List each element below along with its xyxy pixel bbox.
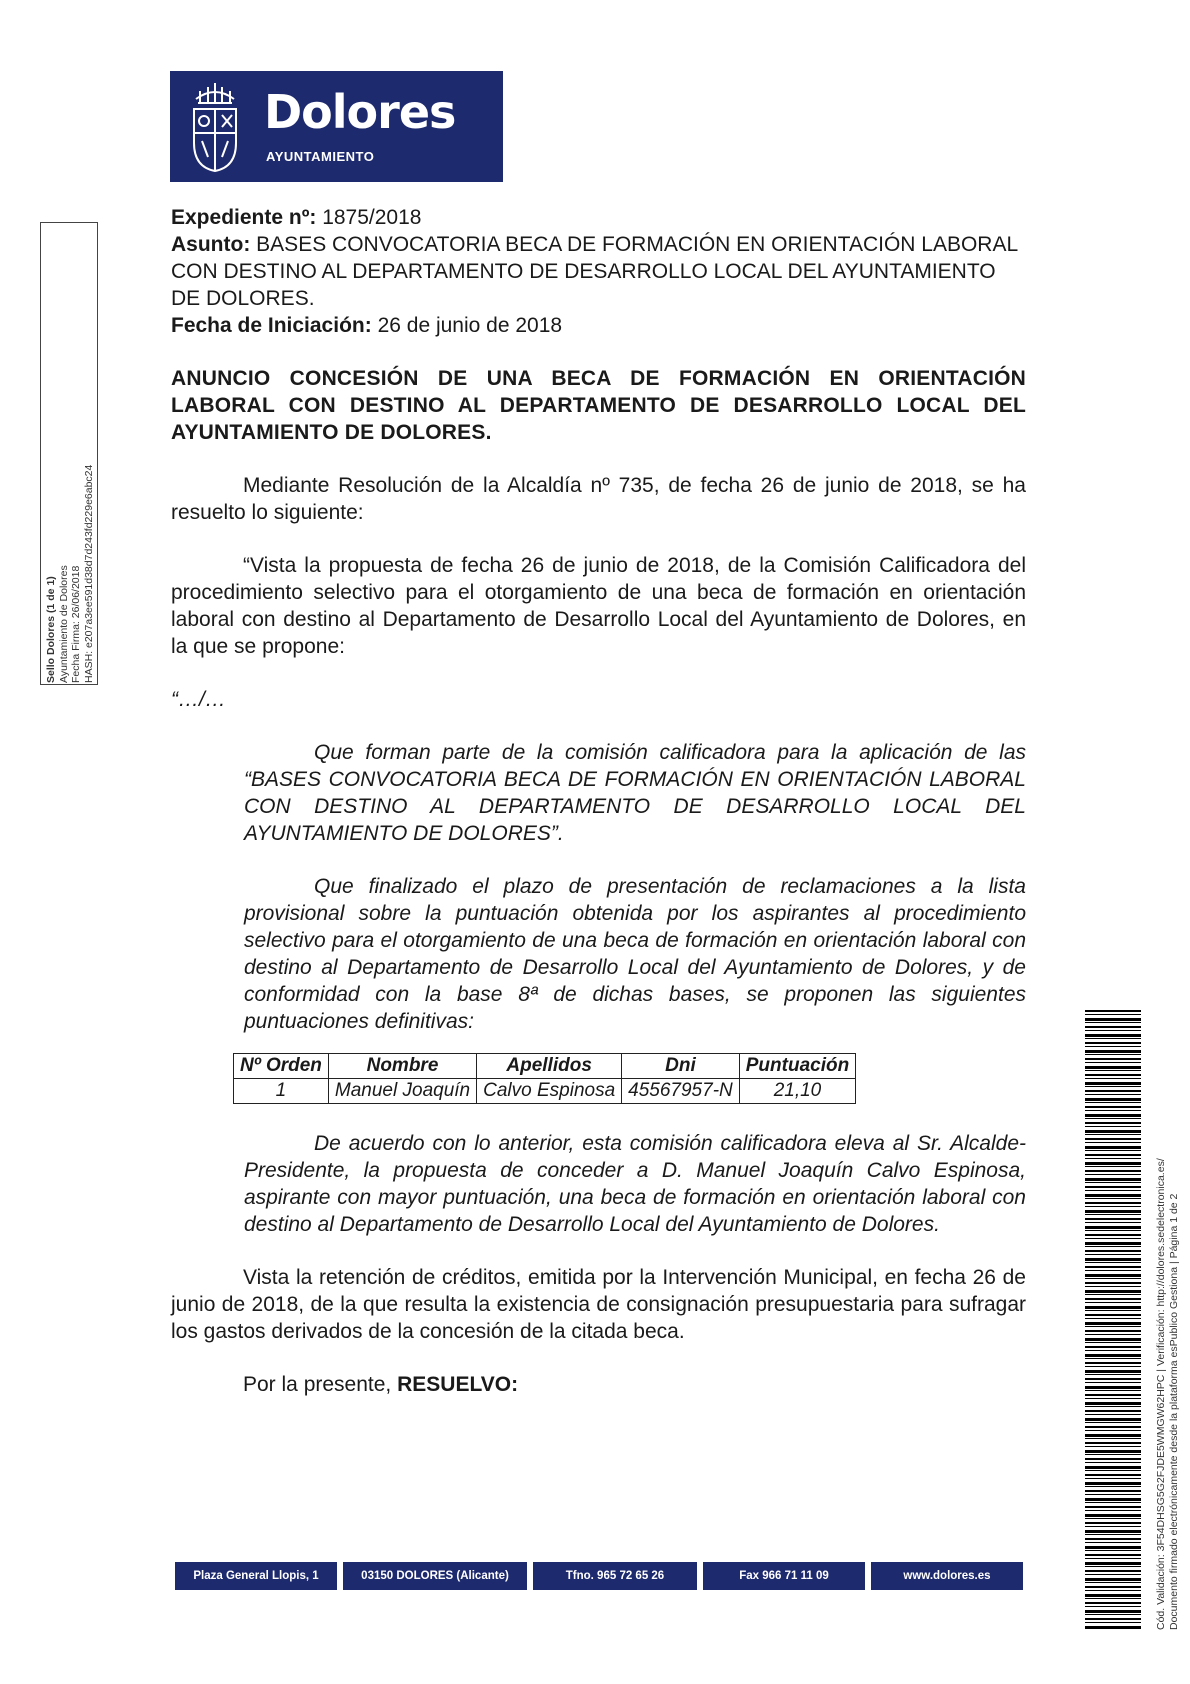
fecha-value: 26 de junio de 2018 [377,314,563,337]
verification-line-1: Cód. Validación: 3F54DHSG5G2FJDE5WMGW62HPC | Verificación: http://dolores.sedelectronica.es/ [1155,1158,1167,1630]
fecha-label: Fecha de Iniciación: [171,314,372,337]
quote-block-2 [244,1130,1026,1238]
paragraph-propuesta: “Vista la propuesta de fecha 26 de junio de 2018, de la Comisión Calificadora del procedimiento selectivo para el otorgamiento de una beca de formación en orientación laboral con destino al Departamento de Desarrollo Local del Ayuntamiento de Dolores, en la que se propone: [171,554,1026,658]
signature-stamp [40,222,98,685]
quote-paragraph-2: Que finalizado el plazo de presentación de reclamaciones a la lista provisional sobre la puntuación obtenida por los aspirantes al procedimiento selectivo para el otorgamiento de una beca de formación en orientación laboral con destino al Departamento de Desarrollo Local del Ayuntamiento de Dolores, y de conformidad con la base 8ª de dichas bases, se proponen las siguientes puntuaciones definitivas: [244,875,1026,1033]
table-cell: Calvo Espinosa [477,1079,622,1104]
footer-city: 03150 DOLORES (Alicante) [343,1562,527,1590]
footer-web: www.dolores.es [871,1562,1023,1590]
logo-subtitle: AYUNTAMIENTO [266,149,375,164]
table-cell: 21,10 [739,1079,855,1104]
resuelvo-label: RESUELVO: [397,1373,519,1396]
footer-fax: Fax 966 71 11 09 [703,1562,865,1590]
stamp-line-3: Fecha Firma: 26/06/2018 [70,565,82,683]
stamp-line-1: Sello Dolores (1 de 1) [45,576,57,683]
expediente-label: Expediente nº: [171,206,317,229]
footer-address: Plaza General Llopis, 1 [175,1562,337,1590]
document-title: ANUNCIO CONCESIÓN DE UNA BECA DE FORMACIÓN EN ORIENTACIÓN LABORAL CON DESTINO AL DEPARTAMENTO DE DESARROLLO LOCAL DEL AYUNTAMIENTO DE DOLORES. [171,367,1026,444]
paragraph-resolucion: Mediante Resolución de la Alcaldía nº 735, de fecha 26 de junio de 2018, se ha resuelto lo siguiente: [171,474,1026,524]
table-row [234,1079,856,1104]
asunto-label: Asunto: [171,233,251,256]
asunto-value: BASES CONVOCATORIA BECA DE FORMACIÓN EN ORIENTACIÓN LABORAL CON DESTINO AL DEPARTAMENTO DE DESARROLLO LOCAL DEL AYUNTAMIENTO DE DOLORES. [171,233,1018,310]
verification-text [1155,1010,1181,1630]
ayuntamiento-logo [170,71,503,182]
expediente-value: 1875/2018 [322,206,422,229]
quote-paragraph-3: De acuerdo con lo anterior, esta comisión calificadora eleva al Sr. Alcalde-Presidente, la propuesta de conceder a D. Manuel Joaquín Calvo Espinosa, aspirante con mayor puntuación, una beca de formación en orientación laboral con destino al Departamento de Desarrollo Local del Ayuntamiento de Dolores. [244,1132,1026,1236]
logo-name: Dolores [264,85,456,139]
column-header: Nº Orden [234,1054,329,1079]
document-body [171,204,1026,1398]
verification-line-2: Documento firmado electrónicamente desde la plataforma esPublico Gestiona | Página 1 de 2 [1168,1193,1180,1630]
table-cell: Manuel Joaquín [328,1079,476,1104]
paragraph-retencion: Vista la retención de créditos, emitida por la Intervención Municipal, en fecha 26 de junio de 2018, de la que resulta la existencia de consignación presupuestaria para sufragar los gastos derivados de la concesión de la citada beca. [171,1266,1026,1343]
column-header: Apellidos [477,1054,622,1079]
document-header [171,204,1026,339]
asunto-line [171,231,1026,312]
barcode-image [1085,1010,1141,1630]
stamp-line-4: HASH: e207a3ee591d38d7d243fd229e6abc24 [82,464,95,683]
scores-table [233,1053,856,1104]
fecha-line [171,312,1026,339]
column-header: Dni [622,1054,740,1079]
footer-phone: Tfno. 965 72 65 26 [533,1562,697,1590]
expediente-line [171,204,1026,231]
table-header-row [234,1054,856,1079]
resuelvo-prefix: Por la presente, [243,1373,392,1396]
table-cell: 1 [234,1079,329,1104]
footer-bar [175,1562,1023,1590]
municipal-crest-icon [186,77,244,177]
quote-ellipsis: “…/… [171,688,226,711]
table-cell: 45567957-N [622,1079,740,1104]
paragraph-resuelvo [171,1371,1026,1398]
quote-block [244,739,1026,1035]
quote-paragraph-1: Que forman parte de la comisión calificadora para la aplicación de las “BASES CONVOCATORIA BECA DE FORMACIÓN EN ORIENTACIÓN LABORAL CON DESTINO AL DEPARTAMENTO DE DESARROLLO LOCAL DEL AYUNTAMIENTO DE DOLORES”. [244,741,1026,845]
stamp-line-2: Ayuntamiento de Dolores [57,565,70,683]
column-header: Puntuación [739,1054,855,1079]
column-header: Nombre [328,1054,476,1079]
